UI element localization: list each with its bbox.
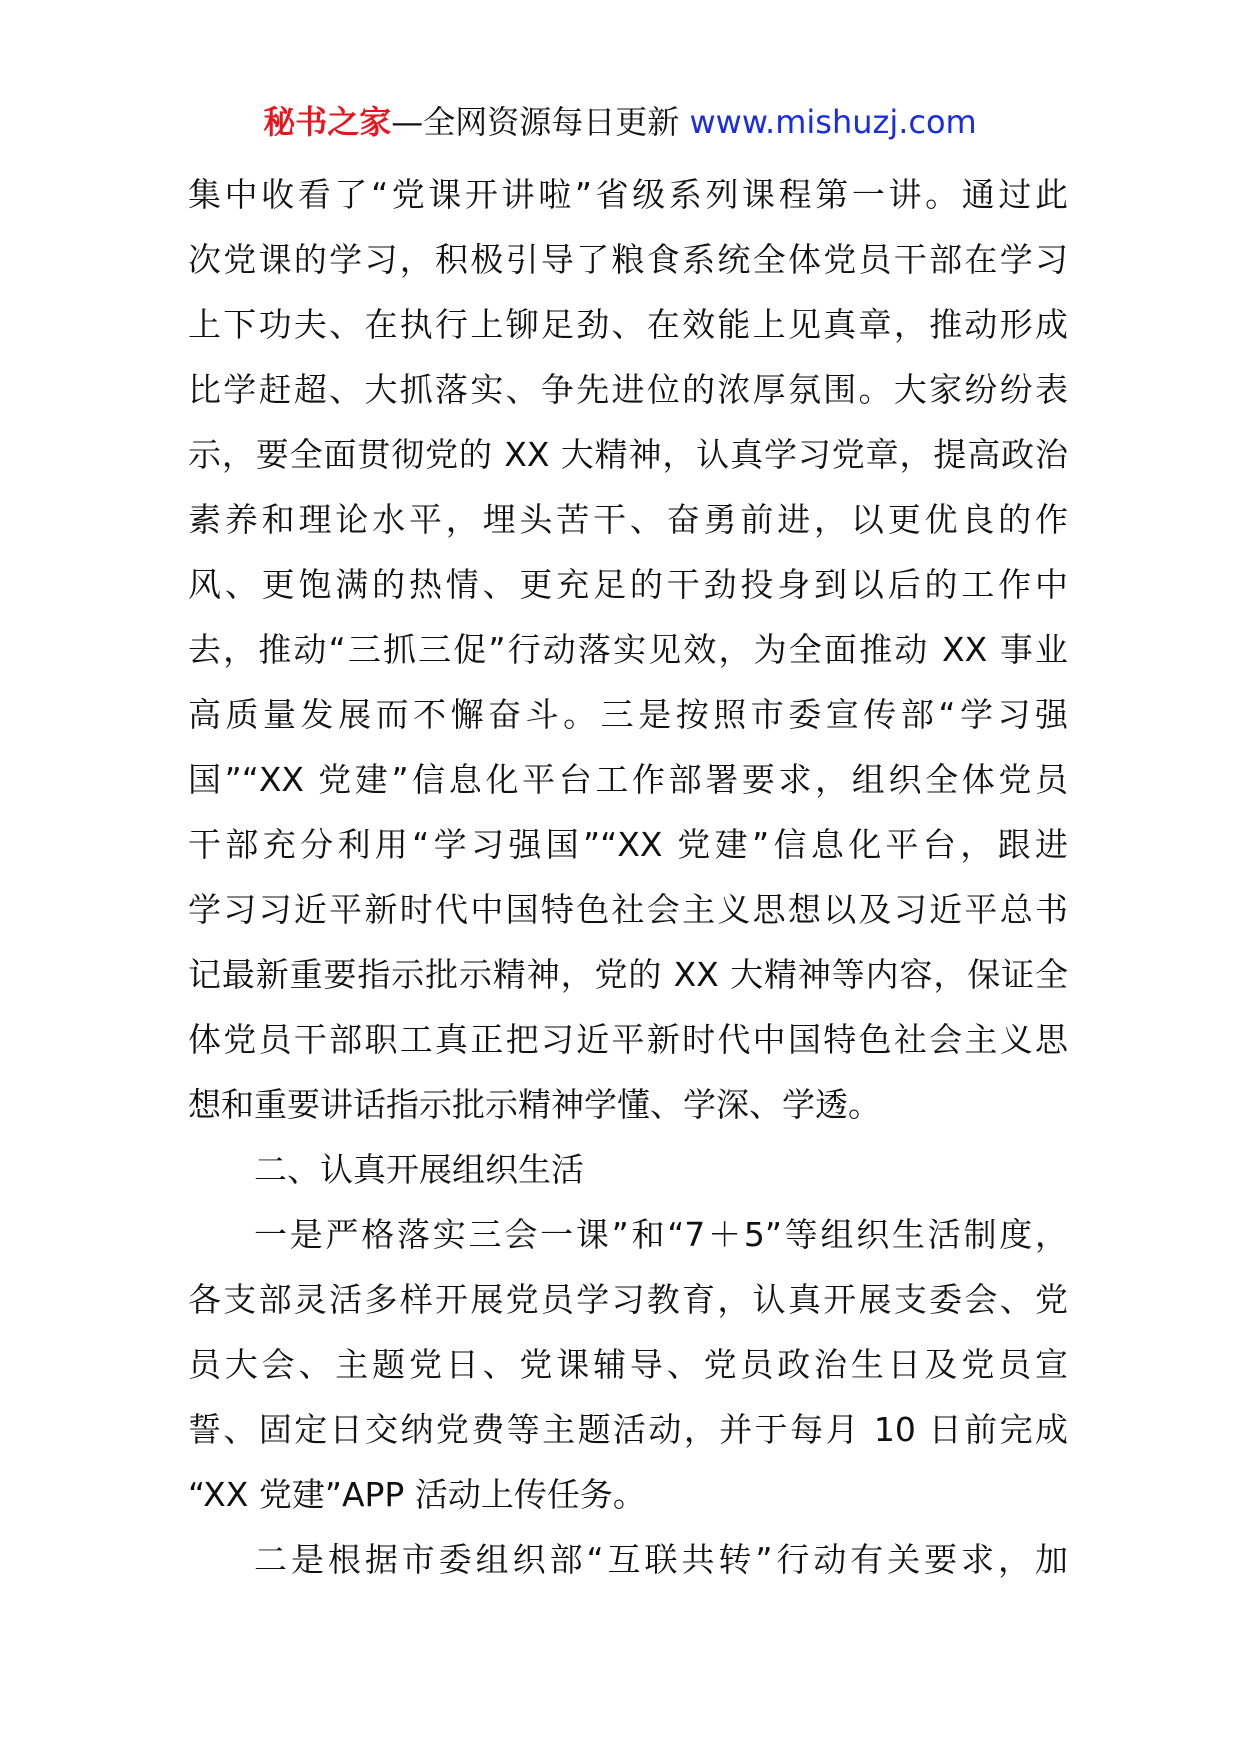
text-line: 誓、固定日交纳党费等主题活动，并于每月 10 日前完成 (188, 1410, 1068, 1449)
section-heading: 二、认真开展组织生活 (254, 1150, 584, 1189)
paragraph-end-line: 想和重要讲话指示批示精神学懂、学深、学透。 (188, 1085, 881, 1124)
text-line: 比学赶超、大抓落实、争先进位的浓厚氛围。大家纷纷表 (188, 370, 1068, 409)
text-line: 素养和理论水平，埋头苦干、奋勇前进，以更优良的作 (188, 500, 1068, 539)
text-line: 高质量发展而不懈奋斗。三是按照市委宣传部“学习强 (188, 695, 1068, 734)
paragraph-end-line: “XX 党建”APP 活动上传任务。 (188, 1475, 646, 1514)
text-line: 上下功夫、在执行上铆足劲、在效能上见真章，推动形成 (188, 305, 1068, 344)
text-line: 体党员干部职工真正把习近平新时代中国特色社会主义思 (188, 1020, 1068, 1059)
text-line: 示，要全面贯彻党的 XX 大精神，认真学习党章，提高政治 (188, 435, 1068, 474)
text-line: 记最新重要指示批示精神，党的 XX 大精神等内容，保证全 (188, 955, 1068, 994)
text-line: 国”“XX 党建”信息化平台工作部署要求，组织全体党员 (188, 760, 1068, 799)
text-line: 学习习近平新时代中国特色社会主义思想以及习近平总书 (188, 890, 1068, 929)
document-body (188, 162, 1068, 1592)
text-line: 员大会、主题党日、党课辅导、党员政治生日及党员宣 (188, 1345, 1068, 1384)
site-brand: 秘书之家 (263, 103, 392, 141)
site-url-link[interactable]: www.mishuzj.com (689, 103, 977, 141)
text-line: 二是根据市委组织部“互联共转”行动有关要求，加 (254, 1540, 1068, 1579)
text-line: 集中收看了“党课开讲啦”省级系列课程第一讲。通过此 (188, 175, 1068, 214)
text-line: 一是严格落实三会一课”和“7＋5”等组织生活制度， (254, 1215, 1068, 1254)
text-line: 各支部灵活多样开展党员学习教育，认真开展支委会、党 (188, 1280, 1068, 1319)
text-line: 干部充分利用“学习强国”“XX 党建”信息化平台，跟进 (188, 825, 1068, 864)
text-line: 次党课的学习，积极引导了粮食系统全体党员干部在学习 (188, 240, 1068, 279)
site-header (0, 100, 1240, 144)
text-line: 去，推动“三抓三促”行动落实见效，为全面推动 XX 事业 (188, 630, 1068, 669)
site-tagline: —全网资源每日更新 (391, 103, 680, 141)
text-line: 风、更饱满的热情、更充足的干劲投身到以后的工作中 (188, 565, 1068, 604)
